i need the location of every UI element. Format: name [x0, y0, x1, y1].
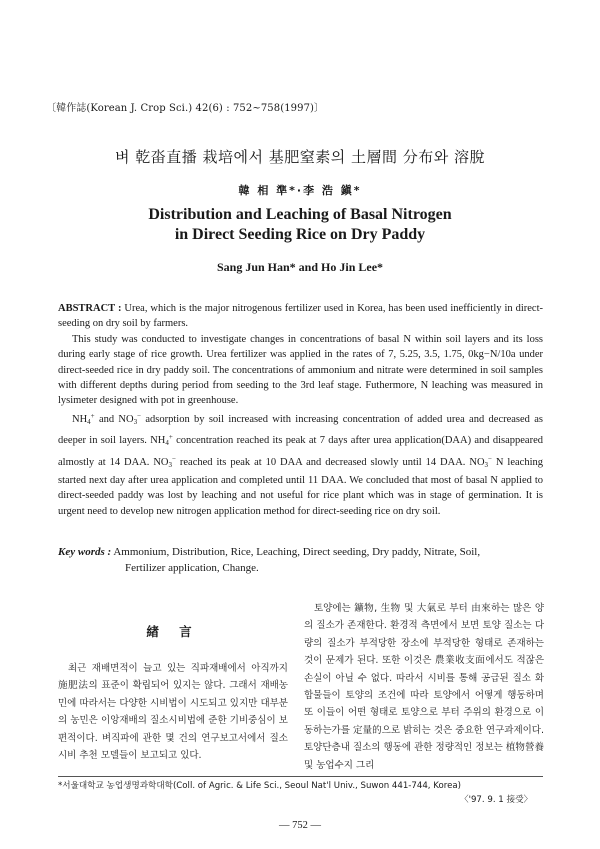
abstract [58, 301, 543, 519]
footnote-divider [58, 776, 543, 777]
page-number: — 752 — [279, 820, 321, 831]
abstract-paragraph-3: $NH_4^+$ and $NO_3^-$ adsorption by soil increased with increasing concentration of added urea and decreased as deeper in soil layers. $NH_4^+$ concentration reached its peak at 7 days after urea application(DAA) and disappeared almostly at 14 DAA. $NO_3^-$ reached its peak at 10 DAA and decreased slowly until 14 DAA. $NO_3^-$ N leaching started next day after urea application and completed until 11 DAA. We concluded that most of basal N applied to direct-seeded paddy was lost by leaching and not useful for rice plant which was in stage of germination. It is urgent need to develop new nitrogen application method for direct-seeding rice on dry soil. [58, 411, 543, 517]
title-korean: 벼 乾畓直播 栽培에서 基肥窒素의 土層間 分布와 溶脫 [114, 148, 486, 166]
body-column-left [58, 600, 288, 764]
keywords-line1: Ammonium, Distribution, Rice, Leaching, Direct seeding, Dry paddy, Nitrate, Soil, [111, 546, 481, 558]
abstract-paragraph-2: This study was conducted to investigate changes in concentrations of basal N within soil layers and its loss during early stage of rice growth. Urea fertilizer was applied in the rates of 7, 5.25, 3.5, 1.75, 0kg−N/10a under direct-seeded rice in dry paddy soil. The concentrations of ammonium and nitrate were determined in soil samples with different depths during period from seeding to the 3rd leaf stage. Futhermore, N leaching was measured in lysimeter designed with pot in greenhouse. [58, 333, 543, 407]
abstract-label: ABSTRACT : [58, 303, 122, 314]
keywords-line2: Fertilizer application, Change. [125, 562, 259, 574]
journal-citation: 〔韓作誌(Korean J. Crop Sci.) 42(6) : 752~758(1997)〕 [46, 103, 325, 114]
section-title-introduction: 緖 言 [146, 624, 200, 639]
authors-korean: 韓 相 準*·李 浩 鎭* [238, 184, 362, 197]
received-date: 〈'97. 9. 1 接受〉 [460, 795, 533, 805]
body-column-right [304, 600, 544, 774]
title-english-line2: in Direct Seeding Rice on Dry Paddy [174, 226, 426, 243]
title-english-line1: Distribution and Leaching of Basal Nitrogen [148, 206, 452, 223]
footnote-affiliation: *서울대학교 농업생명과학대학(Coll. of Agric. & Life Sci., Seoul Nat'l Univ., Suwon 441-744, Korea) [58, 781, 461, 791]
keywords [58, 544, 543, 576]
authors-english: Sang Jun Han* and Ho Jin Lee* [216, 260, 384, 274]
left-paragraph: 최근 재배면적이 늘고 있는 직파재배에서 아직까지 施肥法의 표준이 확립되어 있지는 않다. 그래서 재배농민에 따라서는 다양한 시비법이 시도되고 있지만 대부분의 농민은 이앙재배의 질소시비법에 준한 기비중심이 보편적이다. 벼직파에 관한 몇 건의 연구보고서에서 질소시비 추천 모델들이 보고되고 있다. [58, 663, 288, 762]
title-english [0, 205, 600, 245]
keywords-label: Key words : [58, 546, 112, 558]
right-paragraph: 토양에는 鑛物, 生物 및 大氣로 부터 由來하는 많은 양의 질소가 존재한다. 환경적 측면에서 보면 토양 질소는 다량의 질소가 부적당한 장소에 부적당한 형태로 존재하는 것이 문제가 된다. 또한 이것은 農業收支面에서도 적잖은 손실이 아닐 수 없다. 따라서 시비를 통해 공급된 질소 화합물들이 토양의 조건에 따라 토양에서 어떻게 행동하며 또 이들이 어떤 형태로 토양으로 부터 주위의 환경으로 이동하는가를 定量的으로 밝히는 것은 중요한 연구과제이다. 토양단층내 질소의 행동에 관한 정량적인 정보는 植物營養 및 농업수지 그리 [304, 603, 544, 771]
abstract-paragraph-1: ABSTRACT : Urea, which is the major nitrogenous fertilizer used in Korea, has been used inefficiently in direct-seeding on dry soil by farmers. [58, 303, 543, 330]
